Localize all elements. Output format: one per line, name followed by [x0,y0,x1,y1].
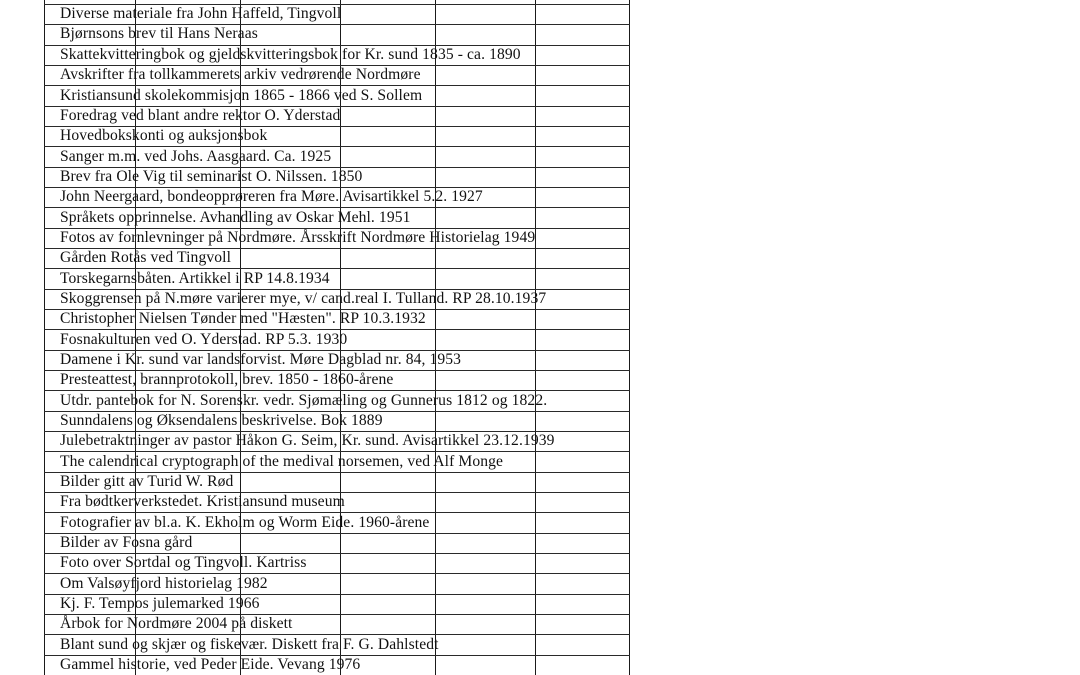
row-text: Fra bødtkerverkstedet. Kristiansund museum [60,493,345,510]
table-row [60,187,483,207]
table-row [60,167,362,187]
row-text: Om Valsøyfjord historielag 1982 [60,575,268,592]
row-text: Fosnakulturen ved O. Yderstad. RP 5.3. 1930 [60,331,348,348]
table-row [60,452,503,472]
table-row [60,513,429,533]
table-row [60,655,360,675]
table-row [60,147,331,167]
table-row [60,614,293,634]
row-text: Julebetraktninger av pastor Håkon G. Seim, Kr. sund. Avisartikkel 23.12.1939 [60,432,555,449]
row-text: Torskegarnsbåten. Artikkel i RP 14.8.1934 [60,270,330,287]
row-text: The calendrical cryptograph of the medival norsemen, ved Alf Monge [60,453,504,470]
row-text: Avskrifter fra tollkammerets arkiv vedrørende Nordmøre [60,66,421,83]
table-row [60,492,345,512]
row-text: Damene i Kr. sund var landsforvist. Møre Dagblad nr. 84, 1953 [60,351,462,368]
table-row [60,472,233,492]
row-text: Kj. F. Tempos julemarked 1966 [60,595,260,612]
row-text: Sanger m.m. ved Johs. Aasgaard. Ca. 1925 [60,148,332,165]
row-text: Sunndalens og Øksendalens beskrivelse. Bok 1889 [60,412,383,429]
table-row [60,411,383,431]
table-row [60,65,421,85]
table-row [60,309,426,329]
row-text: Gammel historie, ved Peder Eide. Vevang 1976 [60,656,361,673]
table-row [60,553,307,573]
row-text: Blant sund og skjær og fiskevær. Diskett fra F. G. Dahlstedt [60,636,439,653]
table-row [60,635,439,655]
table-row [60,228,535,248]
table-row [60,45,521,65]
row-text: Hovedbokskonti og auksjonsbok [60,127,268,144]
row-text: Utdr. pantebok for N. Sorenskr. vedr. Sjømæling og Gunnerus 1812 og 1822. [60,392,548,409]
table-row [60,574,268,594]
table-row [60,594,260,614]
row-text: Foto over Sortdal og Tingvoll. Kartriss [60,554,307,571]
row-text: Kristiansund skolekommisjon 1865 - 1866 ved S. Sollem [60,87,423,104]
row-text: Fotografier av bl.a. K. Ekholm og Worm Eide. 1960-årene [60,514,430,531]
table-row [60,208,411,228]
row-text: Bilder gitt av Turid W. Rød [60,473,234,490]
table-row [60,269,330,289]
row-text: Bjørnsons brev til Hans Neraas [60,25,258,42]
table-row [60,431,555,451]
row-text: Årbok for Nordmøre 2004 på diskett [60,615,293,632]
table-row [60,289,546,309]
row-text: Språkets opprinnelse. Avhandling av Oskar Mehl. 1951 [60,209,411,226]
row-text: John Neergaard, bondeopprøreren fra Møre. Avisartikkel 5.2. 1927 [60,188,483,205]
table-row [60,370,393,390]
row-text: Diverse materiale fra John Haffeld, Tingvoll [60,5,342,22]
table-row [60,248,231,268]
table-row [60,330,347,350]
row-text: Skattekvitteringbok og gjeldskvitteringsbok for Kr. sund 1835 - ca. 1890 [60,46,521,63]
row-text: Gården Rotås ved Tingvoll [60,249,232,266]
row-text: Presteattest, brannprotokoll, brev. 1850 - 1860-årene [60,371,394,388]
table-row [60,391,547,411]
table-row [60,126,267,146]
table-row [60,4,341,24]
table-row [60,533,192,553]
table-row [60,350,461,370]
table-row [60,24,258,44]
row-text: Brev fra Ole Vig til seminarist O. Nilssen. 1850 [60,168,363,185]
row-text: Christopher Nielsen Tønder med "Hæsten". RP 10.3.1932 [60,310,426,327]
table-row [60,106,340,126]
row-text: Fotos av fornlevninger på Nordmøre. Årsskrift Nordmøre Historielag 1949 [60,229,536,246]
row-text: Bilder av Fosna gård [60,534,193,551]
row-text: Skoggrensen på N.møre varierer mye, v/ cand.real I. Tulland. RP 28.10.1937 [60,290,547,307]
table-row [60,86,422,106]
row-text: Foredrag ved blant andre rektor O. Yderstad [60,107,341,124]
